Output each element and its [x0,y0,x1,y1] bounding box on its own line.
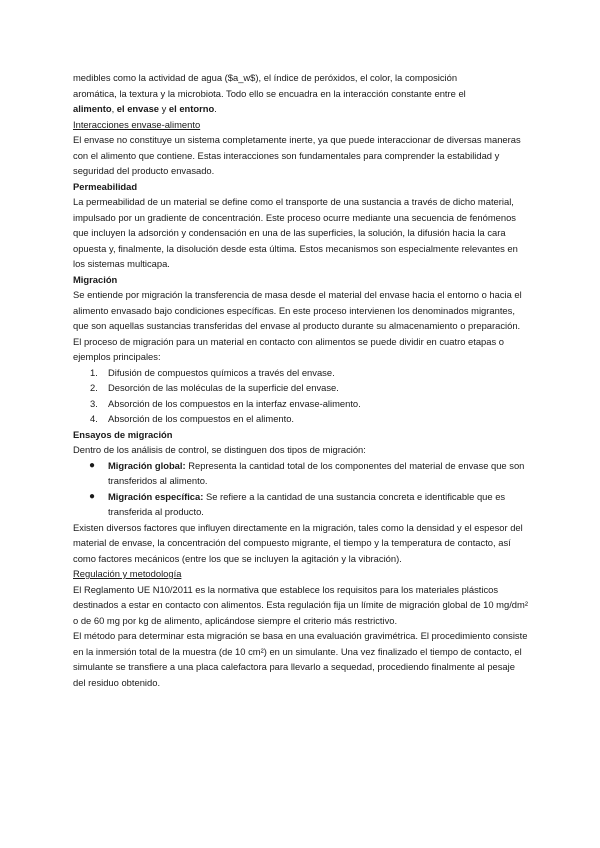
paragraph-migracion: Se entiende por migración la transferencia de masa desde el material del envase hacia el entorno o hacia el alimento envasado bajo condiciones específicas. En este proceso intervienen los denominados migrantes, que son aquellas sustancias transferidas del envase al producto durante su almacenamiento o preparación. [73,289,522,331]
heading-interacciones: Interacciones envase-alimento [73,118,201,130]
paragraph-permeabilidad: La permeabilidad de un material se define como el transporte de una sustancia a través de dicho material, impulsado por un gradiente de concentración. Este proceso ocurre mediante una secuencia de fenómenos que incluyen la adsorción y condensación en una de las superficies, la solución, la difusión hacia la cara opuesta y, finalmente, la disolución desde esta última. Estos mecanismos son especialmente relevantes en los sistemas multicapa. [73,196,518,269]
intro-line-2: aromática, la textura y la microbiota. Todo ello se encuadra en la interacción constante entre el [73,87,466,99]
heading-permeabilidad: Permeabilidad [73,180,138,192]
paragraph-interacciones: El envase no constituye un sistema completamente inerte, ya que puede interaccionar de diversas maneras con el alimento que contiene. Estas interacciones son fundamentales para comprender la estabilidad y seguridad del producto envasado. [73,134,521,176]
list-item: ● Migración global: Representa la cantidad total de los componentes del material de envase que son transferidos al alimento. [89,459,525,486]
intro-term-entorno: el entorno [168,103,215,114]
migration-types-list [73,458,529,520]
heading-migracion: Migración [73,273,118,285]
list-item: 3. Absorción de los compuestos en la interfaz envase-alimento. [90,397,361,409]
heading-ensayos: Ensayos de migración [73,428,173,440]
bullet-icon: ● [89,490,96,502]
migration-steps-list [73,365,529,427]
paragraph-factores: Existen diversos factores que influyen directamente en la migración, tales como la densidad y el espesor del material de envase, la concentración del compuesto migrante, el tiempo y la temperatura de contacto, así como factores mecánicos (entre los que se incluyen la agitación y la vibración). [73,521,523,564]
paragraph-ensayos: Dentro de los análisis de control, se distinguen dos tipos de migración: [73,444,366,455]
intro-term-alimento: alimento [73,103,112,114]
bullet-icon: ● [89,459,96,471]
intro-term-envase: el envase [116,103,160,114]
heading-regulacion: Regulación y metodología [73,568,182,579]
list-item: 2. Desorción de las moléculas de la superficie del envase. [90,382,339,393]
intro-paragraph: medibles como la actividad de agua ($a_w$), el índice de peróxidos, el color, la composición aromática, la textura y la microbiota. Todo ello se encuadra en la interacción constante entre el alimento, el envase y el entorno. [73,72,466,114]
list-item: 4. Absorción de los compuestos en el alimento. [90,413,295,424]
paragraph-migracion-etapas: El proceso de migración para un material en contacto con alimentos se puede dividir en cuatro etapas o ejemplos principales: [73,335,504,362]
intro-line-1: medibles como la actividad de agua ($a_w$), el índice de peróxidos, el color, la composición [73,72,458,83]
paragraph-metodo: El método para determinar esta migración se basa en una evaluación gravimétrica. El procedimiento consiste en la inmersión total de la muestra (de 10 cm²) en un simulante. Una vez finalizado el tiempo de contacto, el simulante se transfiere a una placa calefactora para llevarlo a sequedad, procediendo finalmente al pesaje del residuo obtenido. [73,630,528,688]
paragraph-regulacion: El Reglamento UE N10/2011 es la normativa que establece los requisitos para los materiales plásticos destinados a estar en contacto con alimentos. Esta regulación fija un límite de migración global de 10 mg/dm² o de 60 mg por kg de alimento, aplicándose siempre el criterio más restrictivo. [73,583,528,626]
document-body [73,70,529,690]
list-item: ● Migración específica: Se refiere a la cantidad de una sustancia concreta e identificable que es transferida al producto. [89,490,506,517]
list-item: 1. Difusión de compuestos químicos a través del envase. [90,366,335,378]
